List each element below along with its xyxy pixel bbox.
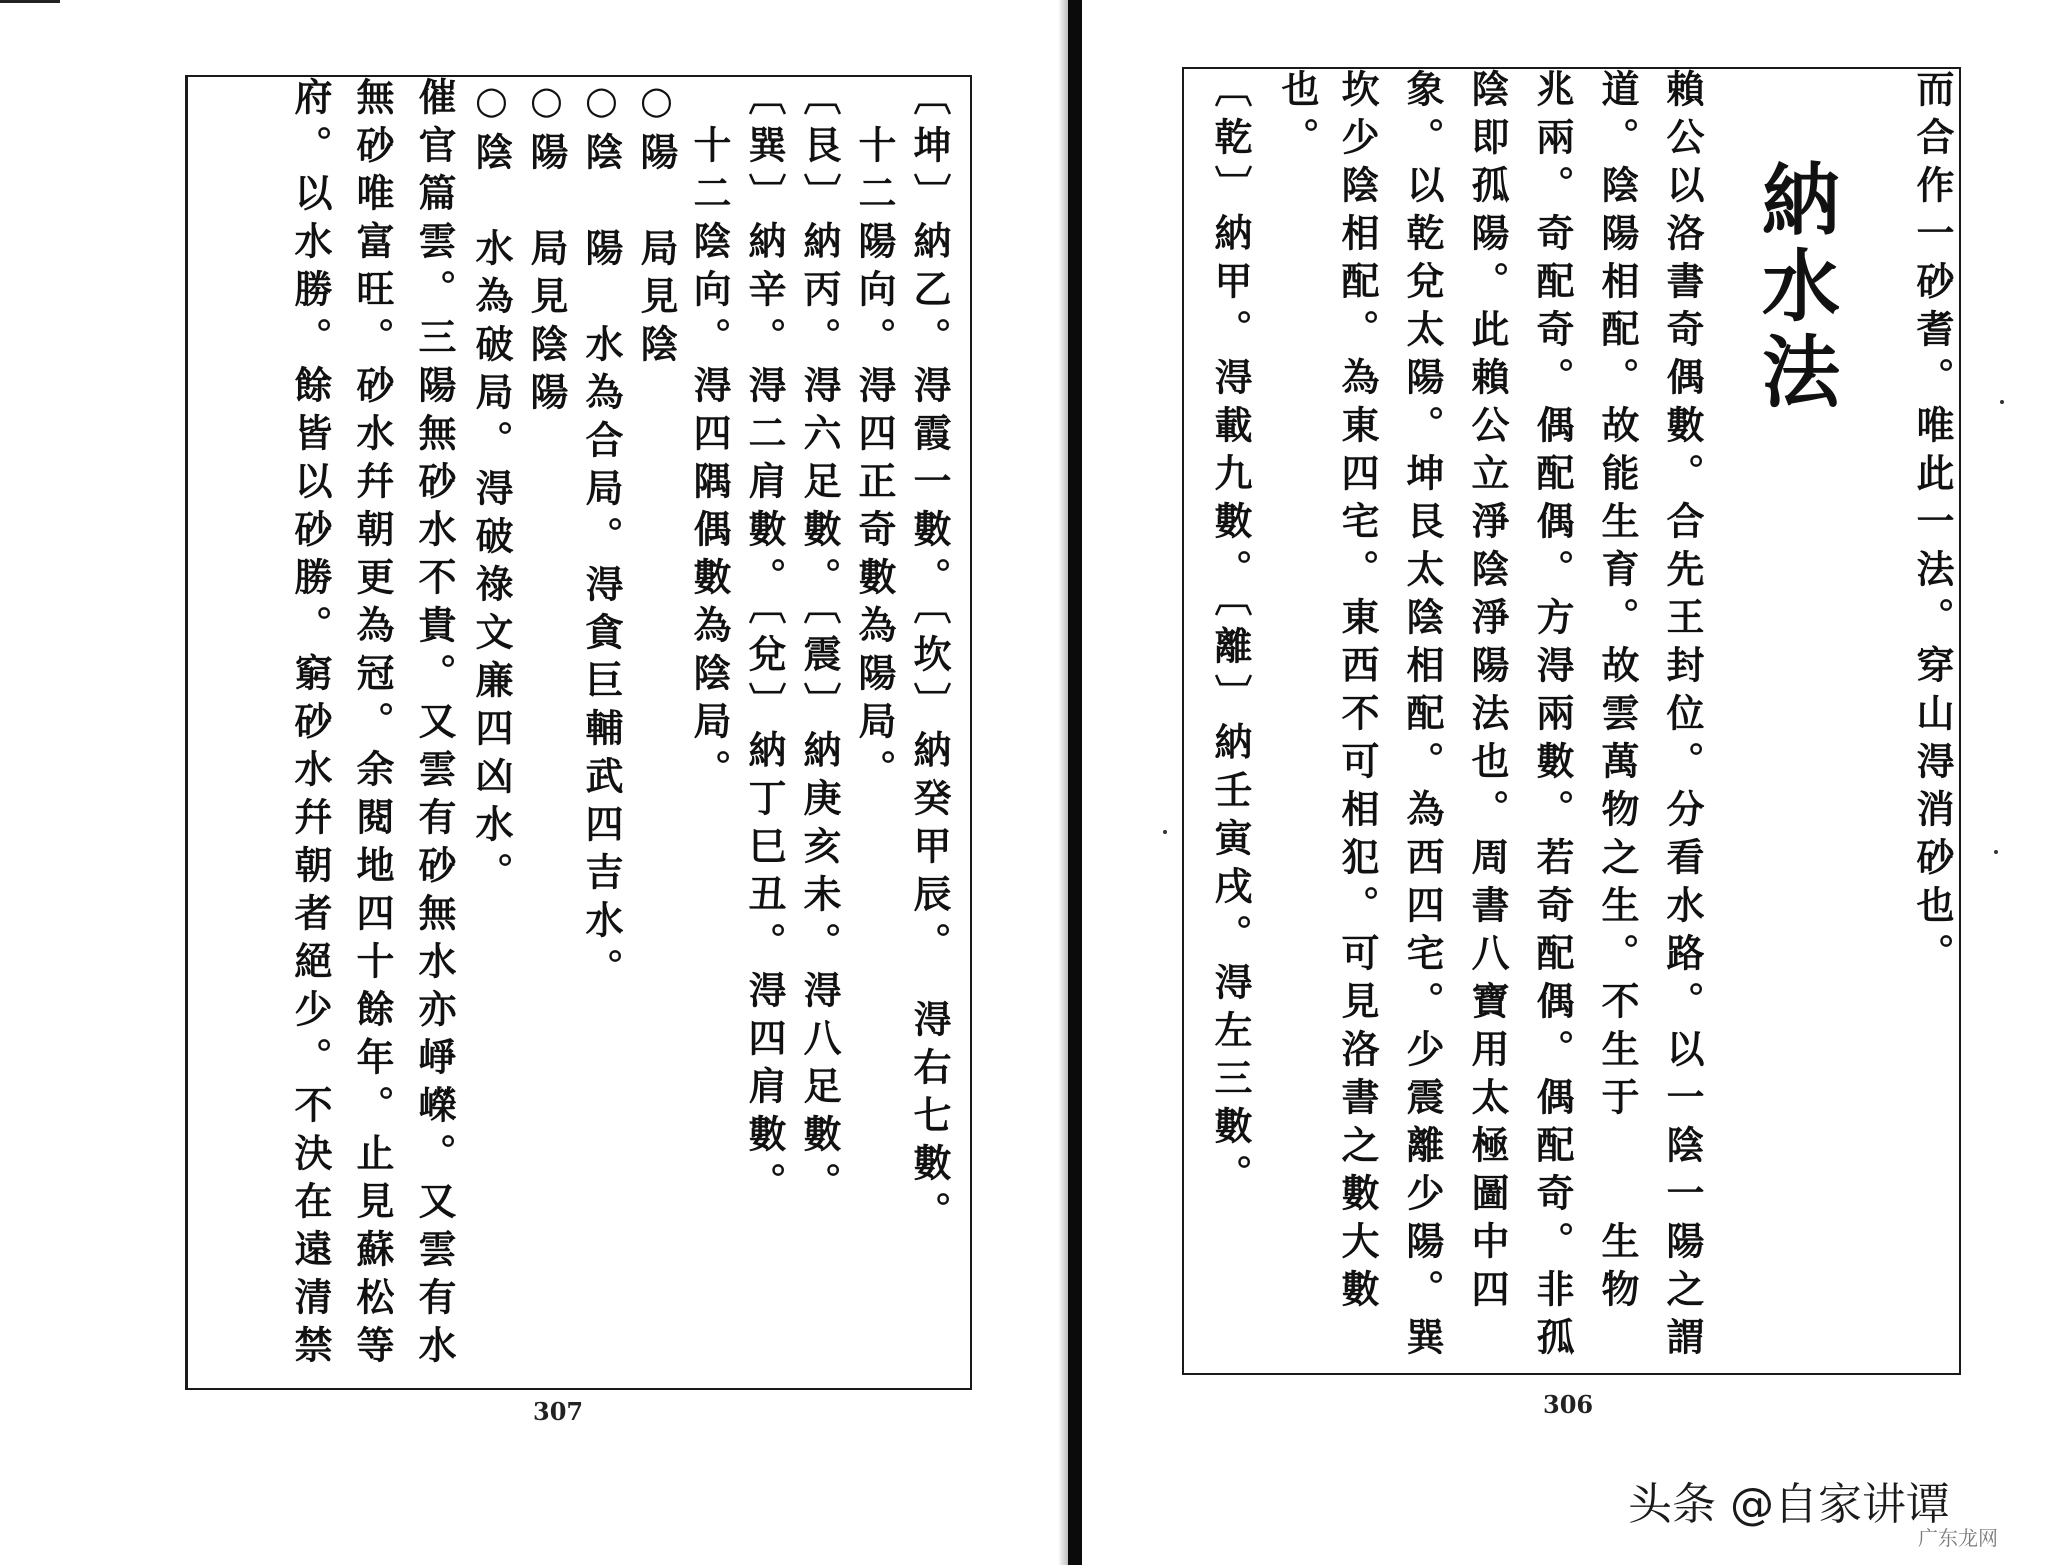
text-column: ○陽 局見陰: [634, 77, 679, 372]
watermark: 头条 @自家讲谭: [1628, 1479, 1950, 1530]
text-column: ○陽 局見陰陽: [524, 77, 569, 420]
text-column: 而合作一砂耆。唯此一法。穿山淂消砂也。: [1910, 69, 1955, 981]
text-column: 兆兩。奇配奇。偶配偶。方淂兩數。若奇配偶。偶配奇。非孤: [1530, 69, 1575, 1365]
text-column: ○陰 陽 水為合局。淂貪巨輔武四吉水。: [579, 77, 624, 996]
text-column: 賴公以洛書奇偶數。合先王封位。分看水路。以一陰一陽之謂: [1660, 69, 1705, 1365]
text-column: 象。以乾兌太陽。坤艮太陰相配。為西四宅。少震離少陽。巽: [1400, 69, 1445, 1365]
chapter-title: 納水法: [1749, 159, 1840, 417]
scan-speck: [1994, 850, 1998, 854]
text-column: 坎少陰相配。為東四宅。東西不可相犯。可見洛書之數大數: [1335, 69, 1380, 1317]
page-number-left: 307: [533, 1397, 584, 1426]
book-spine-shadow: [1058, 0, 1068, 1565]
text-column: 陰即孤陽。此賴公立淨陰淨陽法也。周書八寶用太極圖中四: [1465, 69, 1510, 1317]
text-column: ○陰 水為破局。淂破祿文廉四凶水。: [469, 77, 514, 900]
text-column: 〔乾〕納甲。淂載九數。〔離〕納壬寅戌。淂左三數。: [1208, 69, 1253, 1202]
text-column: 道。陰陽相配。故能生育。故雲萬物之生。不生于 生物: [1595, 69, 1640, 1317]
text-column: 無砂唯富旺。砂水幷朝更為冠。余閱地四十餘年。止見蘇松等: [350, 77, 395, 1373]
page-number-right: 306: [1543, 1390, 1594, 1419]
text-column: 十二陰向。淂四隅偶數為陰局。: [687, 77, 732, 797]
text-column: 十二陽向。淂四正奇數為陽局。: [852, 77, 897, 797]
text-column: 也。: [1275, 69, 1320, 165]
left-page-frame: [185, 75, 972, 1390]
right-page-frame: [1182, 67, 1961, 1375]
book-spine: [1068, 0, 1082, 1565]
text-column: 催官篇雲。三陽無砂水不貴。又雲有砂無水亦崢嶸。又雲有水: [412, 77, 457, 1373]
text-column: 〔艮〕納丙。淂六足數。〔震〕納庚亥未。淂八足數。: [797, 77, 842, 1210]
watermark-site: 广东龙网: [1918, 1526, 1998, 1550]
scan-speck: [1163, 830, 1167, 834]
scan-edge-mark: [0, 0, 60, 3]
scan-speck: [2000, 400, 2004, 404]
text-column: 府。以水勝。餘皆以砂勝。窮砂水幷朝者絕少。不決在遠清禁: [288, 77, 333, 1373]
text-column: 〔巽〕納辛。淂二肩數。〔兌〕納丁巳丑。淂四肩數。: [742, 77, 787, 1210]
text-column: 〔坤〕納乙。淂霞一數。〔坎〕納癸甲辰。 淂右七數。: [907, 77, 952, 1239]
